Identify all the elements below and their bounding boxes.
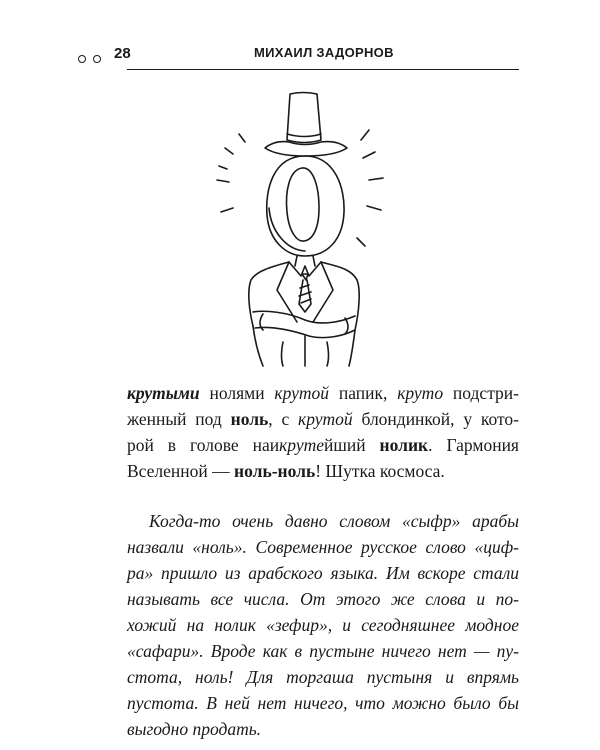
illustration-zero-man — [205, 90, 395, 370]
text-line: хожий на нолик «зефир», и сегодняшнее модное — [127, 615, 519, 635]
paragraph-italic-note — [127, 508, 519, 742]
text-run: йший — [324, 435, 380, 455]
header-rule — [127, 69, 519, 70]
page-number: 28 — [114, 45, 131, 62]
text-line: стота, ноль! Для торгаша пустыня и впрямь — [127, 667, 519, 687]
text-run: . Гармония — [428, 435, 519, 455]
text-line: называть все числа. От этого же слова и по- — [127, 589, 519, 609]
bold-italic-word: крутыми — [127, 383, 200, 403]
tie-icon — [302, 274, 308, 280]
italic-word: круте — [279, 435, 325, 455]
italic-word: крутой — [274, 383, 330, 403]
text-run: Вселенной — — [127, 461, 235, 481]
bold-word: ноль — [230, 409, 269, 429]
text-line — [127, 380, 519, 406]
dot-icon — [78, 55, 86, 63]
paragraph-main — [127, 380, 519, 484]
text-line — [127, 458, 519, 484]
text-run: нолями — [199, 383, 275, 403]
running-head-author: МИХАИЛ ЗАДОРНОВ — [254, 45, 394, 60]
text-run: , с — [268, 409, 299, 429]
text-line: пустота. В ней нет ничего, что можно было бы — [127, 693, 519, 713]
text-line — [127, 406, 519, 432]
bold-word: ноль-ноль — [234, 461, 316, 481]
bold-word: нолик — [379, 435, 429, 455]
text-line — [127, 432, 519, 458]
text-run: подстри- — [443, 383, 519, 403]
italic-word: крутой — [298, 409, 353, 429]
text-line: «сафари». Вроде как в пустыне ничего нет — пу- — [127, 641, 519, 661]
text-line: Когда-то очень давно словом «сыфр» арабы — [149, 511, 519, 531]
text-run: блондинкой, у кото- — [352, 409, 520, 429]
text-line: ра» пришло из арабского языка. Им вскоре стали — [127, 563, 519, 583]
body-text — [127, 380, 519, 742]
text-line: выгодно продать. — [127, 719, 262, 739]
text-run: женный под — [127, 409, 231, 429]
dot-icon — [93, 55, 101, 63]
text-line: назвали «ноль». Современное русское слово «циф- — [127, 537, 519, 557]
page-header — [0, 0, 600, 80]
text-run: рой в голове наи — [127, 435, 280, 455]
decorative-dots — [78, 50, 108, 68]
text-run: ! Шутка космоса. — [315, 461, 445, 481]
text-run: папик, — [329, 383, 398, 403]
italic-word: круто — [397, 383, 444, 403]
